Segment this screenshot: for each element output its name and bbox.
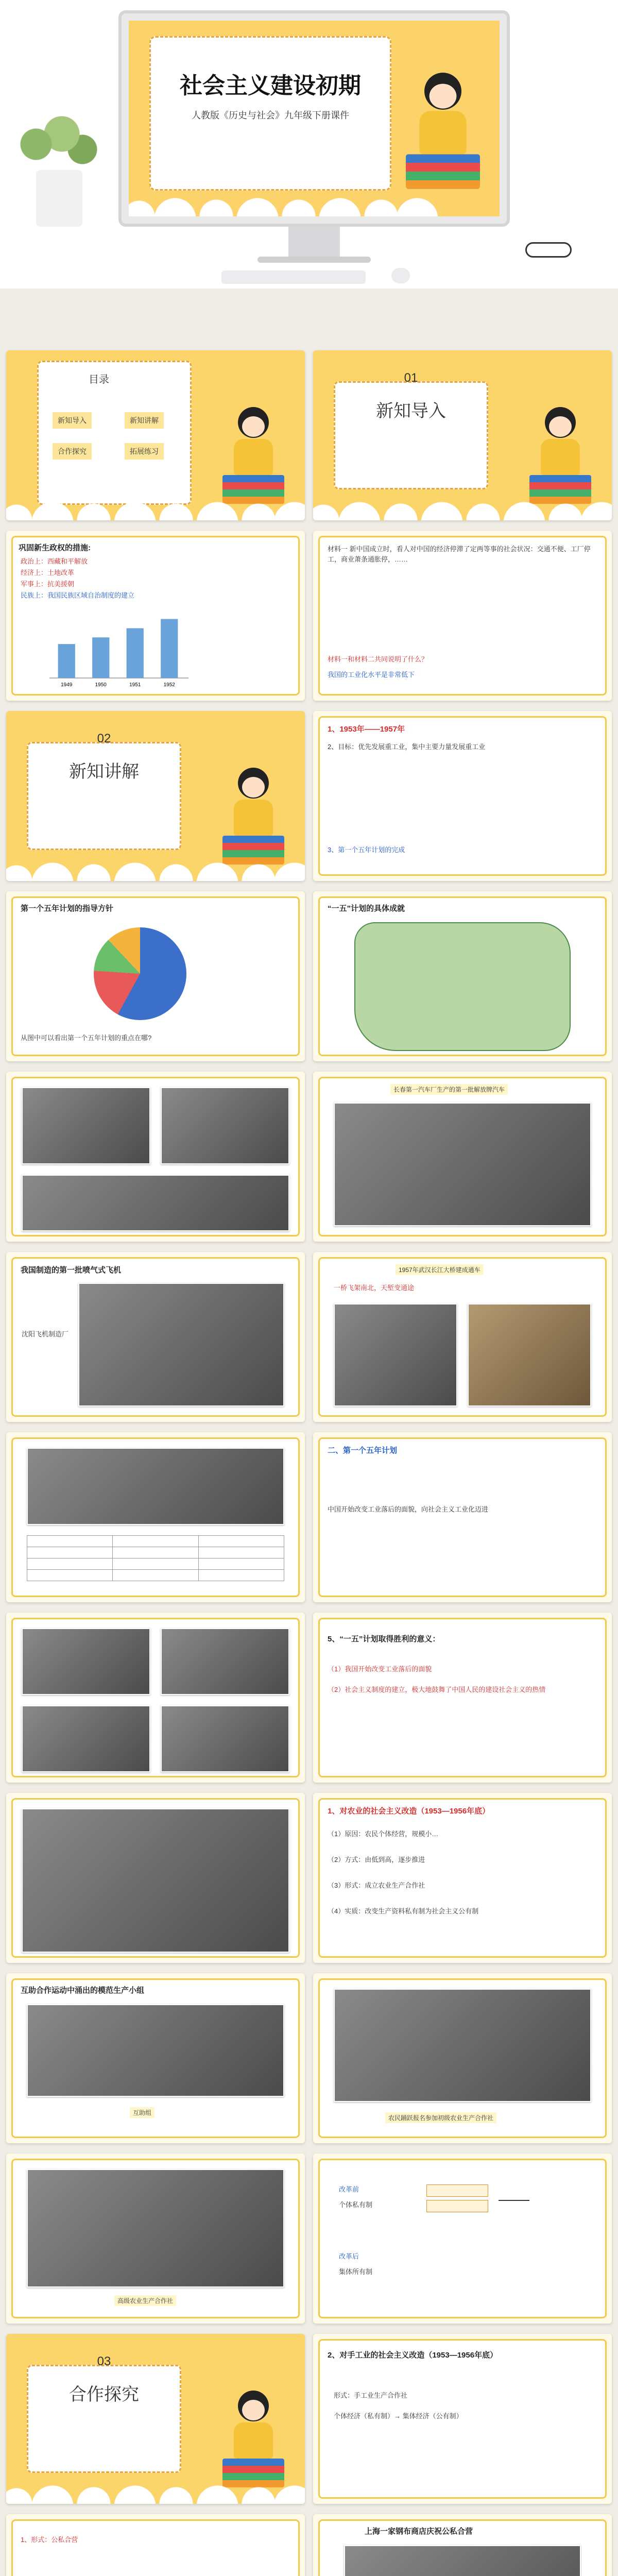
photo-meeting [22,1628,150,1695]
achievement-map [354,922,571,1051]
girl-illustration [529,407,591,505]
monitor [118,10,510,227]
diagram-private: 个体私有制 [339,2201,373,2209]
photo-workers [161,1087,289,1164]
slide-fiveyear [313,1432,612,1602]
slide-heading: 二、第一个五年计划 [328,1446,398,1455]
slide-measures [6,531,305,701]
slide-materials [313,531,612,701]
plan-line-1: 2、目标：优先发展重工业，集中主要力量发展重工业 [328,743,486,751]
section-number: 03 [97,2354,111,2368]
glasses [525,242,572,258]
toc-item-4[interactable]: 拓展练习 [125,443,164,460]
photo-workshop [161,1705,289,1772]
slide-coop [313,1973,612,2143]
measure-2: 经济上：土地改革 [21,569,75,577]
data-table [27,1535,284,1581]
section-title: 新知导入 [376,401,446,421]
gongsi-line-1: 1、形式：公私合营 [21,2536,78,2544]
diagram-after: 改革后 [339,2252,359,2260]
bar-1949 [58,644,75,678]
slide-heading: 互助合作运动中涌出的模范生产小组 [21,1986,145,1995]
agri-line-4: （4）实质：改变生产资料私有制为社会主义公有制 [328,1907,479,1915]
slide-bridge [313,1252,612,1422]
slide-photos-2 [6,1613,305,1783]
toc-item-3[interactable]: 合作探究 [53,443,92,460]
section-number: 02 [97,732,111,745]
section-slide-03 [6,2334,305,2504]
slide-plan [313,711,612,881]
tick-label: 1949 [61,682,73,688]
slide-heading: 5、“一五”计划取得胜利的意义： [328,1635,440,1643]
cover-subtitle: 人教版《历史与社会》九年级下册课件 [192,110,349,121]
slide-meaning [313,1613,612,1783]
toc-heading: 目录 [89,374,109,385]
photo-crowd [161,1628,289,1695]
slide-heading: 巩固新生政权的措施: [19,544,91,552]
photo-mutual-aid [27,2004,284,2097]
measure-3: 军事上：抗美援朝 [21,580,75,588]
toc-item-2[interactable]: 新知讲解 [125,412,164,429]
slide-heading: 1、1953年——1957年 [328,725,405,734]
slide-photos-1 [6,1072,305,1242]
girl-illustration [406,73,480,190]
production-bar-chart [37,608,192,690]
material-answer: 我国的工业化水平是非常低下 [328,671,415,679]
measure-4: 民族上：我国民族区域自治制度的建立 [21,591,135,599]
slide-gongsi [6,2514,305,2576]
fiveyear-text: 中国开始改变工业落后的面貌，向社会主义工业化迈进 [328,1505,489,1513]
slide-heading: 2、对手工业的社会主义改造（1953—1956年底） [328,2351,498,2360]
slide-heading: “一五”计划的具体成就 [328,904,405,913]
slide-agriculture [313,1793,612,1963]
slide-model [6,1973,305,2143]
section-title: 合作探究 [69,2384,139,2405]
section-title: 新知讲解 [69,761,139,782]
jet-caption: 沈阳飞机制造厂 [22,1330,69,1338]
slide-heading: 我国制造的第一批喷气式飞机 [21,1266,122,1275]
section-slide-02 [6,711,305,881]
girl-illustration [222,2391,284,2488]
plan-line-2: 3、第一个五年计划的完成 [328,846,405,854]
bridge-note: 一桥飞架南北，天堑变通途 [334,1284,415,1292]
tick-label: 1950 [95,682,107,688]
bar-1952 [161,619,178,678]
cover-title: 社会主义建设初期 [180,73,361,98]
bridge-caption: 1957年武汉长江大桥建成通车 [396,1264,484,1275]
slides-area [0,289,618,2576]
photo-bars [27,1448,284,1525]
coop-caption: 农民踊跃报名参加初级农业生产合作社 [385,2112,496,2123]
slide-heading: 上海一家钢布商店庆祝公私合营 [365,2527,473,2536]
slide-table [6,1432,305,1602]
car-caption: 长春第一汽车厂生产的第一批解放牌汽车 [390,1084,508,1095]
monitor-stand [288,227,340,258]
diagram-collective: 集体所有制 [339,2268,373,2276]
girl-illustration [222,407,284,505]
agri-line-2: （2）方式：由低到高，逐步推进 [328,1856,425,1863]
plant-decoration [15,113,103,227]
meaning-line-1: （1）我国开始改变工业落后的面貌 [328,1665,432,1673]
agri-line-1: （1）原因：农民个体经营，规模小… [328,1830,439,1838]
agri-line-3: （3）形式：成立农业生产合作社 [328,1882,425,1889]
handicraft-change: 个体经济（私有制）→ 集体经济（公有制） [334,2412,463,2420]
meaning-line-2: （2）社会主义制度的建立，极大地鼓舞了中国人民的建设社会主义的热情 [328,1686,546,1693]
monitor-screen [129,21,500,216]
photo-trucks [334,1103,591,1226]
photo-bridge-1 [334,1303,457,1406]
photo-shanghai [344,2545,581,2576]
keyboard [221,270,366,284]
section-number: 01 [404,371,418,385]
bar-1950 [92,637,109,678]
bar-1951 [127,628,144,678]
slide-photos-3 [6,1793,305,1963]
slide-handicraft [313,2334,612,2504]
advanced-coop-caption: 高级农业生产合作社 [114,2295,176,2306]
slide-pie [6,891,305,1061]
pie-caption: 从图中可以看出第一个五年计划的重点在哪? [21,1034,152,1042]
mutual-aid-caption: 互助组 [130,2107,154,2118]
slide-diagram [313,2154,612,2324]
photo-bridge-2 [468,1303,591,1406]
slide-car [313,1072,612,1242]
photo-advanced-coop [27,2169,284,2287]
cover-area [0,0,618,289]
diagram-before: 改革前 [339,2185,359,2193]
diagram-box-1 [426,2184,488,2197]
pie-chart [94,927,186,1020]
slide-heading: 第一个五年计划的指导方针 [21,904,114,913]
material-text: 材料一 新中国成立时，看人对中国的经济停滞了定两等事的社会状况：交通不便、工厂停工，商业萧条通胀停，…… [328,545,591,564]
slide-shanghai [313,2514,612,2576]
slide-heading: 1、对农业的社会主义改造（1953—1956年底） [328,1807,490,1816]
girl-illustration [222,768,284,866]
diagram-arrow [499,2200,529,2201]
photo-jet [78,1283,284,1406]
diagram-box-2 [426,2200,488,2212]
mouse [391,268,410,283]
material-question: 材料一和材料二共同说明了什么？ [328,655,428,663]
toc-slide [6,350,305,520]
slide-achievements [313,891,612,1061]
handicraft-form: 形式：手工业生产合作社 [334,2392,408,2399]
slide-plane [6,1252,305,1422]
tick-label: 1951 [129,682,141,688]
measure-1: 政治上：西藏和平解放 [21,557,88,565]
monitor-base [258,257,371,263]
section-slide-01 [313,350,612,520]
toc-item-1[interactable]: 新知导入 [53,412,92,429]
tick-label: 1952 [163,682,175,688]
photo-people [22,1808,289,1953]
slide-photos-4 [6,2154,305,2324]
photo-field [22,1705,150,1772]
photo-rail [22,1175,289,1231]
photo-coop [334,1989,591,2102]
photo-factory [22,1087,150,1164]
